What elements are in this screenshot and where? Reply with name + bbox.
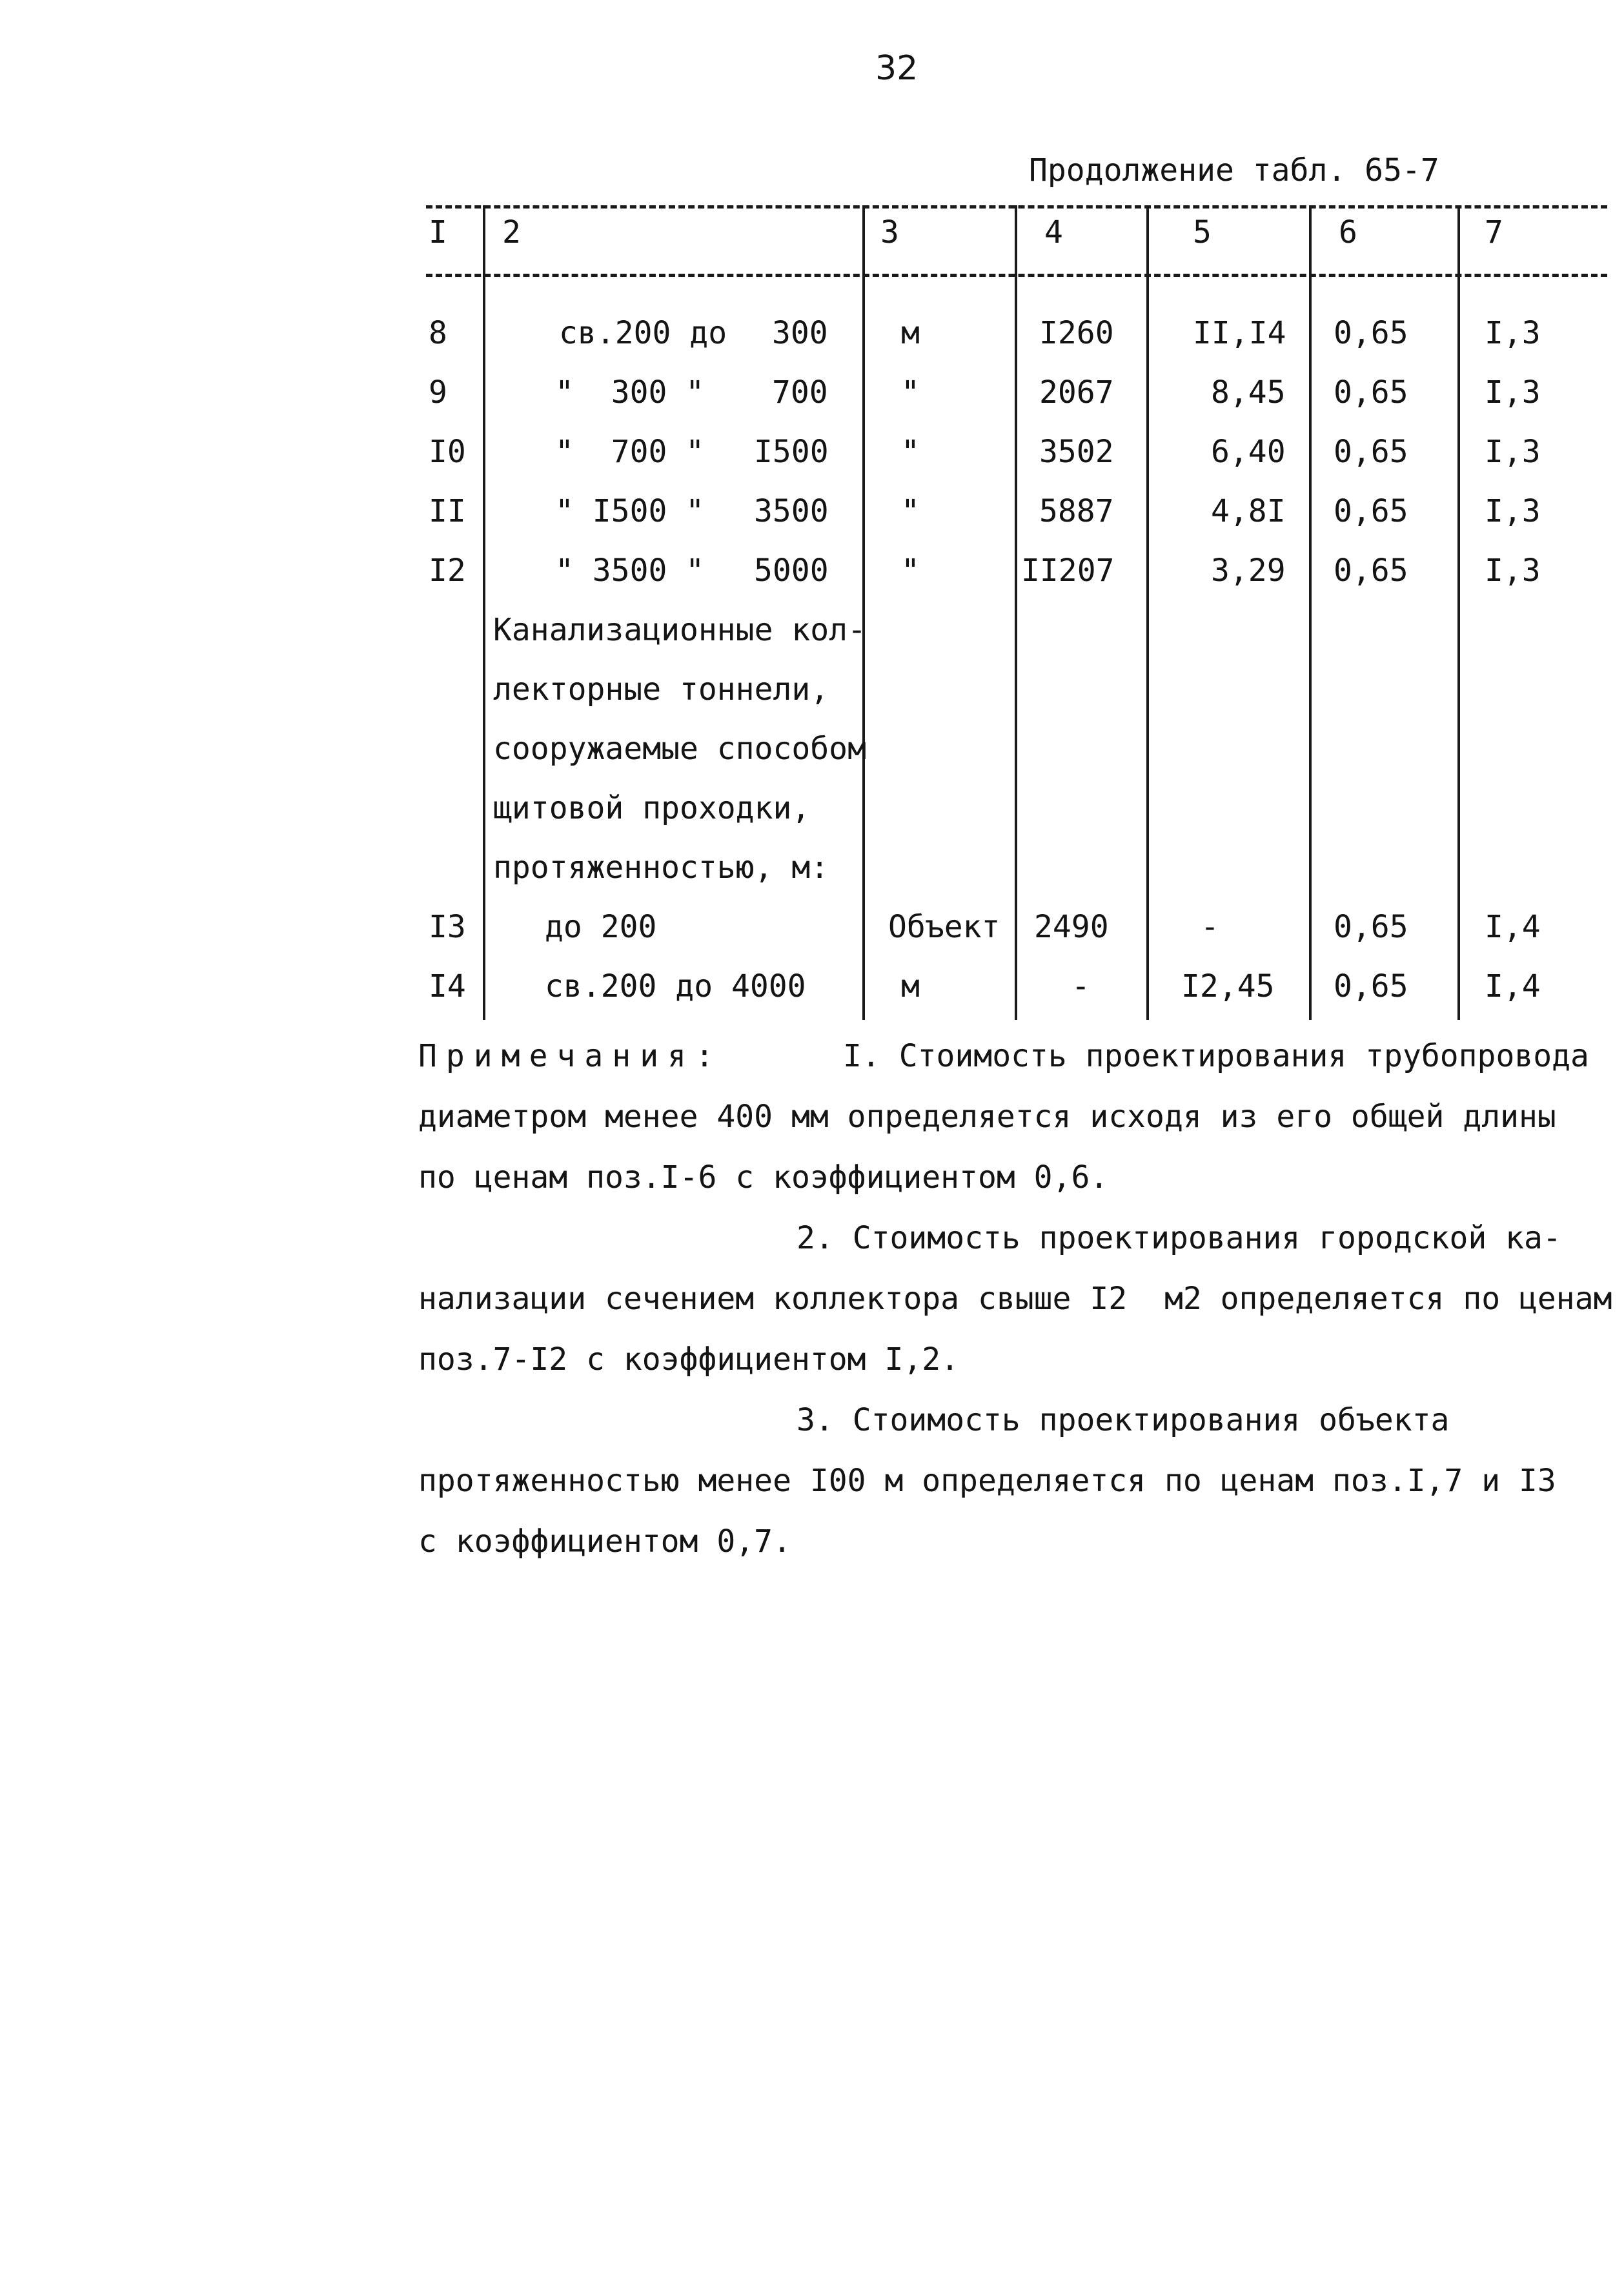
cell-unit: " (901, 434, 920, 470)
cell-col5: 8,45 (1211, 374, 1286, 411)
cell-col6: 0,65 (1334, 434, 1408, 470)
notes-heading: Примечания: (418, 1038, 723, 1074)
cell-unit: м (901, 315, 920, 351)
column-divider (1457, 205, 1460, 1020)
note-2-line-2: нализации сечением коллектора свыше I2 м2 определяется по ценам (418, 1281, 1612, 1317)
cell-range: св.200 до (559, 315, 727, 351)
cell-col4: 2490 (1034, 909, 1109, 945)
cell-range: " 700 " (555, 434, 705, 470)
cell-range: " 300 " (555, 374, 705, 411)
note-3-line-2: протяженностью менее I00 м определяется по ценам поз.I,7 и I3 (418, 1463, 1556, 1499)
cell-col4: II207 (1021, 553, 1115, 589)
header-col-7: 7 (1485, 214, 1503, 250)
cell-col7: I,3 (1485, 553, 1541, 589)
cell-unit: " (901, 493, 920, 529)
cell-pos: 9 (429, 374, 447, 411)
cell-unit: " (901, 553, 920, 589)
header-col-5: 5 (1193, 214, 1212, 250)
cell-pos: 8 (429, 315, 447, 351)
cell-col5: 3,29 (1211, 553, 1286, 589)
column-divider (1146, 205, 1149, 1020)
header-col-1: I (429, 214, 447, 250)
column-divider (483, 205, 485, 1020)
cell-unit: м (901, 968, 920, 1004)
header-col-3: 3 (880, 214, 899, 250)
cell-col6: 0,65 (1334, 909, 1408, 945)
note-2-line-3: поз.7-I2 с коэффициентом I,2. (418, 1341, 960, 1378)
column-divider (1309, 205, 1312, 1020)
cell-col6: 0,65 (1334, 493, 1408, 529)
note-3-line-1: 3. Стоимость проектирования объекта (797, 1402, 1450, 1438)
cell-range-end: 5000 (754, 553, 829, 589)
cell-unit: " (901, 374, 920, 411)
note-2-line-1: 2. Стоимость проектирования городской ка- (797, 1220, 1561, 1256)
description-line: лекторные тоннели, (493, 671, 829, 707)
table-continuation-label: Продолжение табл. 65-7 (1029, 152, 1439, 188)
header-col-6: 6 (1339, 214, 1357, 250)
description-line: Канализационные кол- (493, 612, 866, 648)
cell-col7: I,3 (1485, 493, 1541, 529)
cell-col6: 0,65 (1334, 374, 1408, 411)
cell-pos: I2 (429, 553, 466, 589)
description-line: щитовой проходки, (493, 790, 811, 826)
note-1-line-1: I. Стоимость проектирования трубопровода (843, 1038, 1589, 1074)
cell-range: св.200 до 4000 (545, 968, 806, 1004)
cell-col5: II,I4 (1193, 315, 1286, 351)
cell-range: " 3500 " (555, 553, 705, 589)
column-divider (1015, 205, 1017, 1020)
cell-col6: 0,65 (1334, 553, 1408, 589)
header-col-4: 4 (1044, 214, 1063, 250)
cell-range: " I500 " (555, 493, 705, 529)
header-col-2: 2 (502, 214, 521, 250)
cell-col5: 4,8I (1211, 493, 1286, 529)
cell-col4: I260 (1039, 315, 1114, 351)
cell-col7: I,4 (1485, 909, 1541, 945)
cell-pos: II (429, 493, 466, 529)
cell-col4: 3502 (1039, 434, 1114, 470)
cell-pos: I4 (429, 968, 466, 1004)
cell-col7: I,3 (1485, 315, 1541, 351)
cell-range-end: 700 (772, 374, 828, 411)
cell-range: до 200 (545, 909, 657, 945)
cell-col5: - (1201, 909, 1219, 945)
cell-pos: I0 (429, 434, 466, 470)
cell-unit: Объект (888, 909, 1000, 945)
cell-range-end: 3500 (754, 493, 829, 529)
description-line: сооружаемые способом (493, 731, 866, 767)
cell-pos: I3 (429, 909, 466, 945)
page-number: 32 (875, 49, 919, 88)
cell-col4: 2067 (1039, 374, 1114, 411)
note-1-line-3: по ценам поз.I-6 с коэффициентом 0,6. (418, 1159, 1109, 1196)
cell-col7: I,3 (1485, 374, 1541, 411)
cell-col5: 6,40 (1211, 434, 1286, 470)
cell-col4: 5887 (1039, 493, 1114, 529)
cell-col7: I,4 (1485, 968, 1541, 1004)
cell-range-end: I500 (754, 434, 829, 470)
cell-range-end: 300 (772, 315, 828, 351)
note-3-line-3: с коэффициентом 0,7. (418, 1523, 791, 1560)
description-line: протяженностью, м: (493, 850, 829, 886)
cell-col6: 0,65 (1334, 968, 1408, 1004)
cell-col5: I2,45 (1181, 968, 1275, 1004)
note-1-line-2: диаметром менее 400 мм определяется исходя из его общей длины (418, 1099, 1556, 1135)
cell-col7: I,3 (1485, 434, 1541, 470)
cell-col6: 0,65 (1334, 315, 1408, 351)
cell-col4: - (1071, 968, 1090, 1004)
